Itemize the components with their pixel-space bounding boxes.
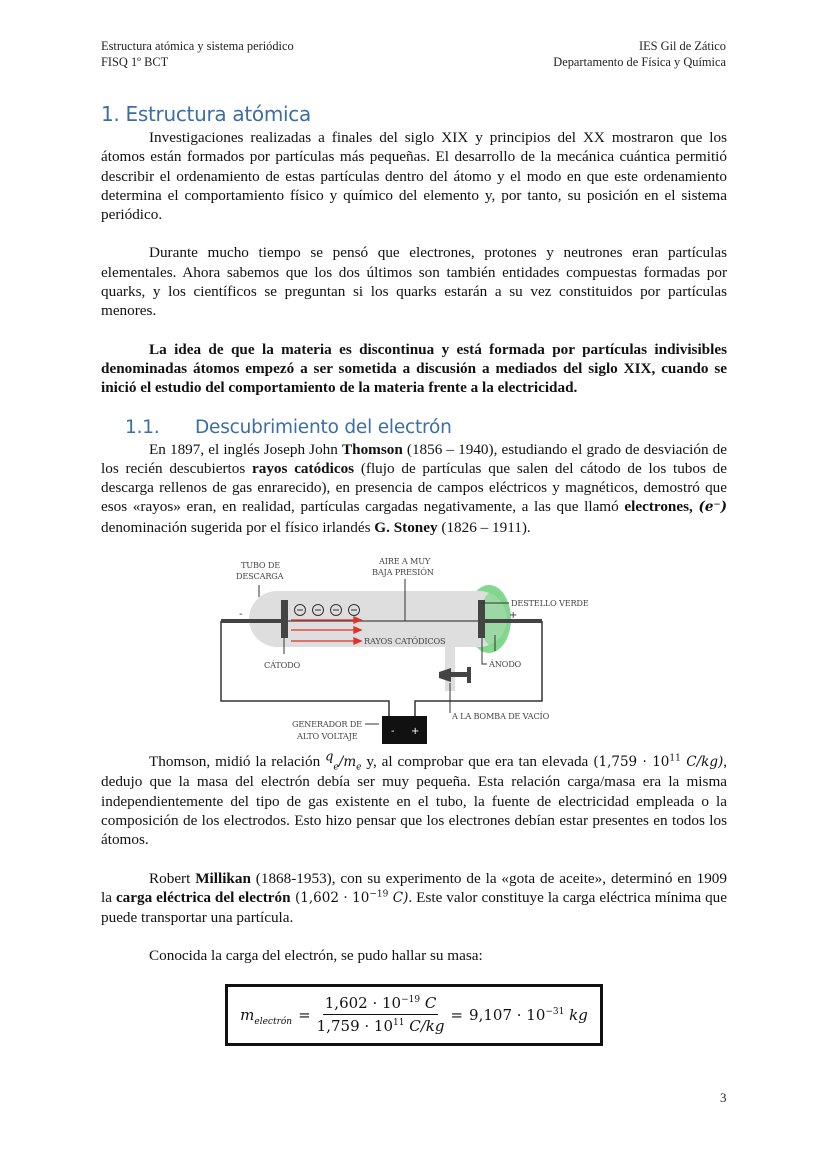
charge-value: ($1,602 \cdot 10^{-19}$ C): [290, 889, 409, 906]
header-department: Departamento de Física y Química: [553, 55, 726, 69]
page-number: 3: [720, 1090, 727, 1105]
ratio-qe-me: $^q_e/m_e$: [325, 749, 362, 773]
term-electron-charge: carga eléctrica del electrón: [115, 888, 291, 906]
formula-fraction: [317, 994, 445, 1035]
tube-plus-sign: +: [509, 610, 518, 622]
name-millikan: Millikan: [195, 869, 251, 887]
term-electrons: electrones,: [624, 498, 693, 516]
electron-symbol: (e⁻): [698, 499, 727, 516]
label-generator: GENERADOR DE: [292, 719, 362, 730]
label-tube: TUBO DE: [241, 560, 280, 571]
name-stoney: G. Stoney: [374, 518, 438, 536]
high-voltage-generator: [382, 716, 427, 744]
header-course-title: Estructura atómica y sistema periódico: [101, 39, 294, 53]
name-thomson: Thomson: [342, 440, 403, 458]
label-cathode: CÁTODO: [264, 660, 300, 671]
paragraph-key-idea: La idea de que la materia es discontinua y está formada por partículas indivisibles denominadas átomos empezó a ser sometida a discusión a mediados del siglo XIX, cuando se inició el estudio del comportamiento de la materia frente a la electricidad.: [101, 340, 727, 397]
label-anode: ÁNODO: [489, 659, 522, 670]
cathode-ray-tube-diagram: [219, 551, 609, 746]
formula-lhs: $m_{electrón}$: [240, 1005, 293, 1027]
paragraph-millikan: Robert Millikan (1868-1953), con su experimento de la «gota de aceite», determinó en 1909 la carga eléctrica del electrón ($1,602 \cdot 10^{-19}$ C). Este valor constituye la carga eléctrica mínima que puede transportar una partícula.: [101, 869, 728, 927]
header-course-code: FISQ 1º BCT: [101, 55, 169, 69]
label-generator-2: ALTO VOLTAJE: [297, 731, 358, 742]
formula-denominator: $1,759 \cdot 10^{11}$ C/kg: [316, 1017, 445, 1036]
subsection-number: 1.1.: [125, 416, 160, 438]
cathode-plate: [281, 600, 288, 638]
formula-equals-2: =: [450, 1005, 464, 1024]
generator-minus: -: [391, 726, 395, 738]
header-right: [553, 38, 726, 70]
generator-plus: +: [411, 726, 420, 738]
label-vacuum-pump: A LA BOMBA DE VACÍO: [452, 711, 550, 722]
term-cathode-rays: rayos catódicos: [252, 459, 355, 477]
electron-mass-formula: [225, 984, 603, 1046]
label-air: AIRE A MUY: [379, 556, 431, 567]
header-school: IES Gil de Zático: [638, 39, 726, 53]
paragraph-quarks: Durante mucho tiempo se pensó que electrones, protones y neutrones eran partículas elementales. Ahora sabemos que los dos últimos son también entidades compuestas formadas por quarks, y los científicos se preguntan si los quarks estarán a su vez constituidos por partículas menores.: [101, 244, 727, 320]
paragraph-thomson-discovery: En 1897, el inglés Joseph John Thomson (1856 – 1940), estudiando el grado de desviación de los recién descubiertos rayos catódicos (flujo de partículas que salen del cátodo de los tubos de descarga rellenos de gas enrarecido), en presencia de campos eléctricos y magnéticos, demostró que esos «rayos» eran, en realidad, partículas cargadas negativamente, a las que llamó electrones, (e⁻) denominación sugerida por el físico irlandés G. Stoney (1826 – 1911).: [101, 440, 727, 536]
anode-plate: [478, 600, 485, 638]
header-left: [101, 38, 294, 70]
tube-minus-sign: -: [239, 609, 243, 621]
paragraph-intro: Investigaciones realizadas a finales del siglo XIX y principios del XX mostraron que los átomos están formados por partículas más pequeñas. El desarrollo de la mecánica cuántica permitió describir el ordenamiento de estas partículas dentro del átomo y el modo en que este ordenamiento determina el comportamiento físico y químico del elemento y, por tanto, su posición en el sistema periódico.: [101, 129, 727, 224]
label-green-flash: DESTELLO VERDE: [511, 598, 589, 609]
formula-equals: =: [298, 1005, 311, 1024]
page-content: [101, 100, 727, 1046]
section-heading: 1. Estructura atómica: [101, 102, 311, 126]
subsection-title: Descubrimiento del electrón: [195, 416, 452, 438]
ratio-value: ($1,759 \cdot 10^{11}$ C/kg): [593, 753, 724, 771]
formula-numerator: $1,602 \cdot 10^{-19}$ C: [323, 994, 439, 1015]
diagram-svg: [219, 551, 609, 746]
label-cathode-rays: RAYOS CATÓDICOS: [364, 636, 446, 647]
label-air-2: BAJA PRESIÓN: [372, 567, 434, 578]
paragraph-mass-intro: Conocida la carga del electrón, se pudo hallar su masa:: [149, 947, 483, 965]
label-tube-2: DESCARGA: [236, 571, 284, 582]
paragraph-charge-mass-ratio: Thomson, midió la relación $^q_e/m_e$ y, al comprobar que era tan elevada ($1,759 \cdot 10^{11}$ C/kg), dedujo que la masa del electrón debía ser muy pequeña. Esta relación carga/masa era la misma independientemente del tipo de gas existente en el tubo, la fuente de electricidad empleada o la composición de los electrodos. Esto hizo pensar que los electrones debían estar presentes en todos los átomos.: [101, 749, 728, 849]
subsection-heading: [101, 416, 727, 440]
formula-result: $9,107 \cdot 10^{-31}$ kg: [469, 1005, 588, 1024]
